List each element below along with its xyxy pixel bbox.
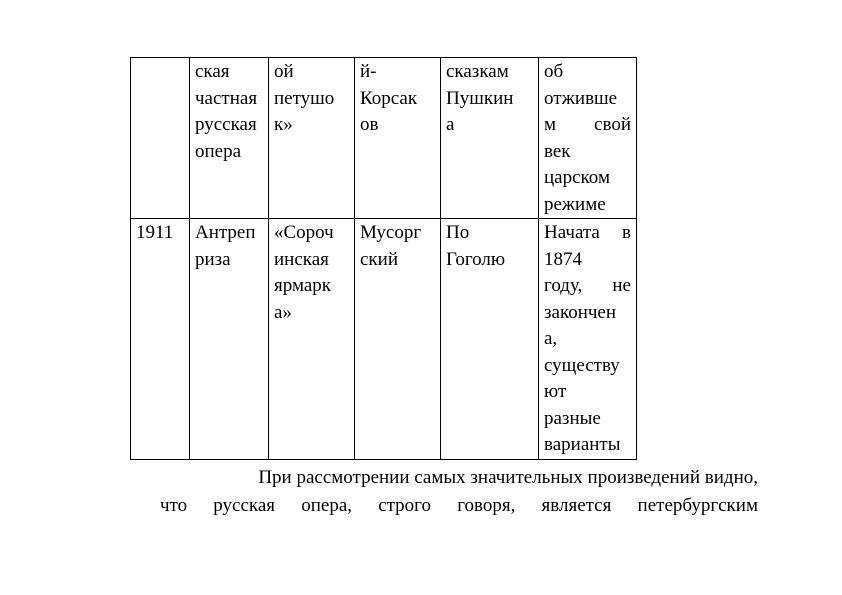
source-cell [441, 219, 539, 460]
year-cell [131, 58, 190, 219]
cell-line: сказкам [446, 61, 509, 82]
cell-line: По [446, 222, 470, 243]
composer-cell [355, 58, 441, 219]
cell-line: ов [360, 114, 379, 135]
cell-line: 1874 [544, 248, 582, 270]
paragraph-word: является [541, 495, 612, 516]
year-cell [131, 219, 190, 460]
cell-line [136, 59, 184, 86]
cell-line: Антреп [195, 222, 256, 243]
cell-line: к» [274, 114, 293, 135]
producer-cell [190, 219, 269, 460]
cell-line: варианты [544, 434, 621, 455]
cell-line: режиме [544, 193, 606, 215]
paragraph-word: что [160, 495, 188, 516]
opera-table [130, 57, 637, 460]
cell-line [544, 112, 631, 139]
cell-line: век [544, 140, 571, 162]
note-cell [539, 58, 637, 219]
cell-line: ой [274, 61, 294, 82]
cell-word: году, [544, 275, 583, 296]
cell-line [544, 273, 631, 300]
cell-line: а» [274, 301, 292, 323]
paragraph-word: петербургским [637, 495, 758, 516]
cell-word: свой [594, 114, 631, 135]
cell-line: Пушкин [446, 87, 514, 109]
cell-line: Гоголю [446, 248, 506, 270]
cell-line [544, 220, 631, 247]
cell-line: Корсак [360, 87, 418, 109]
cell-line: риза [195, 248, 231, 270]
cell-line: ярмарк [274, 275, 332, 296]
cell-line: 1911 [136, 222, 174, 243]
cell-line: «Сороч [274, 222, 334, 243]
cell-line: ская [195, 61, 230, 82]
cell-line: разные [544, 407, 601, 429]
cell-line: об [544, 61, 564, 82]
cell-word: м [544, 114, 557, 135]
cell-line: ский [360, 248, 398, 270]
opera-table-body [131, 58, 637, 460]
cell-line: ют [544, 381, 567, 402]
paragraph-word: опера, [301, 495, 353, 516]
opera-title-cell [269, 58, 355, 219]
cell-line: отживше [544, 87, 618, 109]
paragraph-line-1: При рассмотрении самых значительных произведений видно, [258, 467, 758, 488]
cell-line: инская [274, 248, 329, 270]
cell-line: а [446, 114, 455, 135]
table-row [131, 219, 637, 460]
cell-line: а, [544, 328, 558, 349]
table-row [131, 58, 637, 219]
composer-cell [355, 219, 441, 460]
cell-word: Начата [544, 222, 600, 243]
paragraph-line-2 [130, 492, 758, 520]
cell-line: существу [544, 354, 620, 376]
cell-line: петушо [274, 87, 335, 109]
cell-line: Мусорг [360, 222, 422, 243]
paragraph-word: говоря, [457, 495, 516, 516]
paragraph-word: русская [213, 495, 276, 516]
source-cell [441, 58, 539, 219]
opera-title-cell [269, 219, 355, 460]
paragraph-word: строго [378, 495, 431, 516]
cell-line: й- [360, 61, 377, 82]
cell-line: частная [195, 87, 258, 109]
note-cell [539, 219, 637, 460]
cell-line: русская [195, 114, 257, 135]
cell-word: не [612, 275, 631, 296]
producer-cell [190, 58, 269, 219]
cell-line: закончен [544, 301, 617, 323]
cell-line: опера [195, 140, 242, 162]
opera-table-container [130, 57, 637, 460]
cell-line: царском [544, 167, 610, 188]
cell-word: в [622, 222, 631, 243]
